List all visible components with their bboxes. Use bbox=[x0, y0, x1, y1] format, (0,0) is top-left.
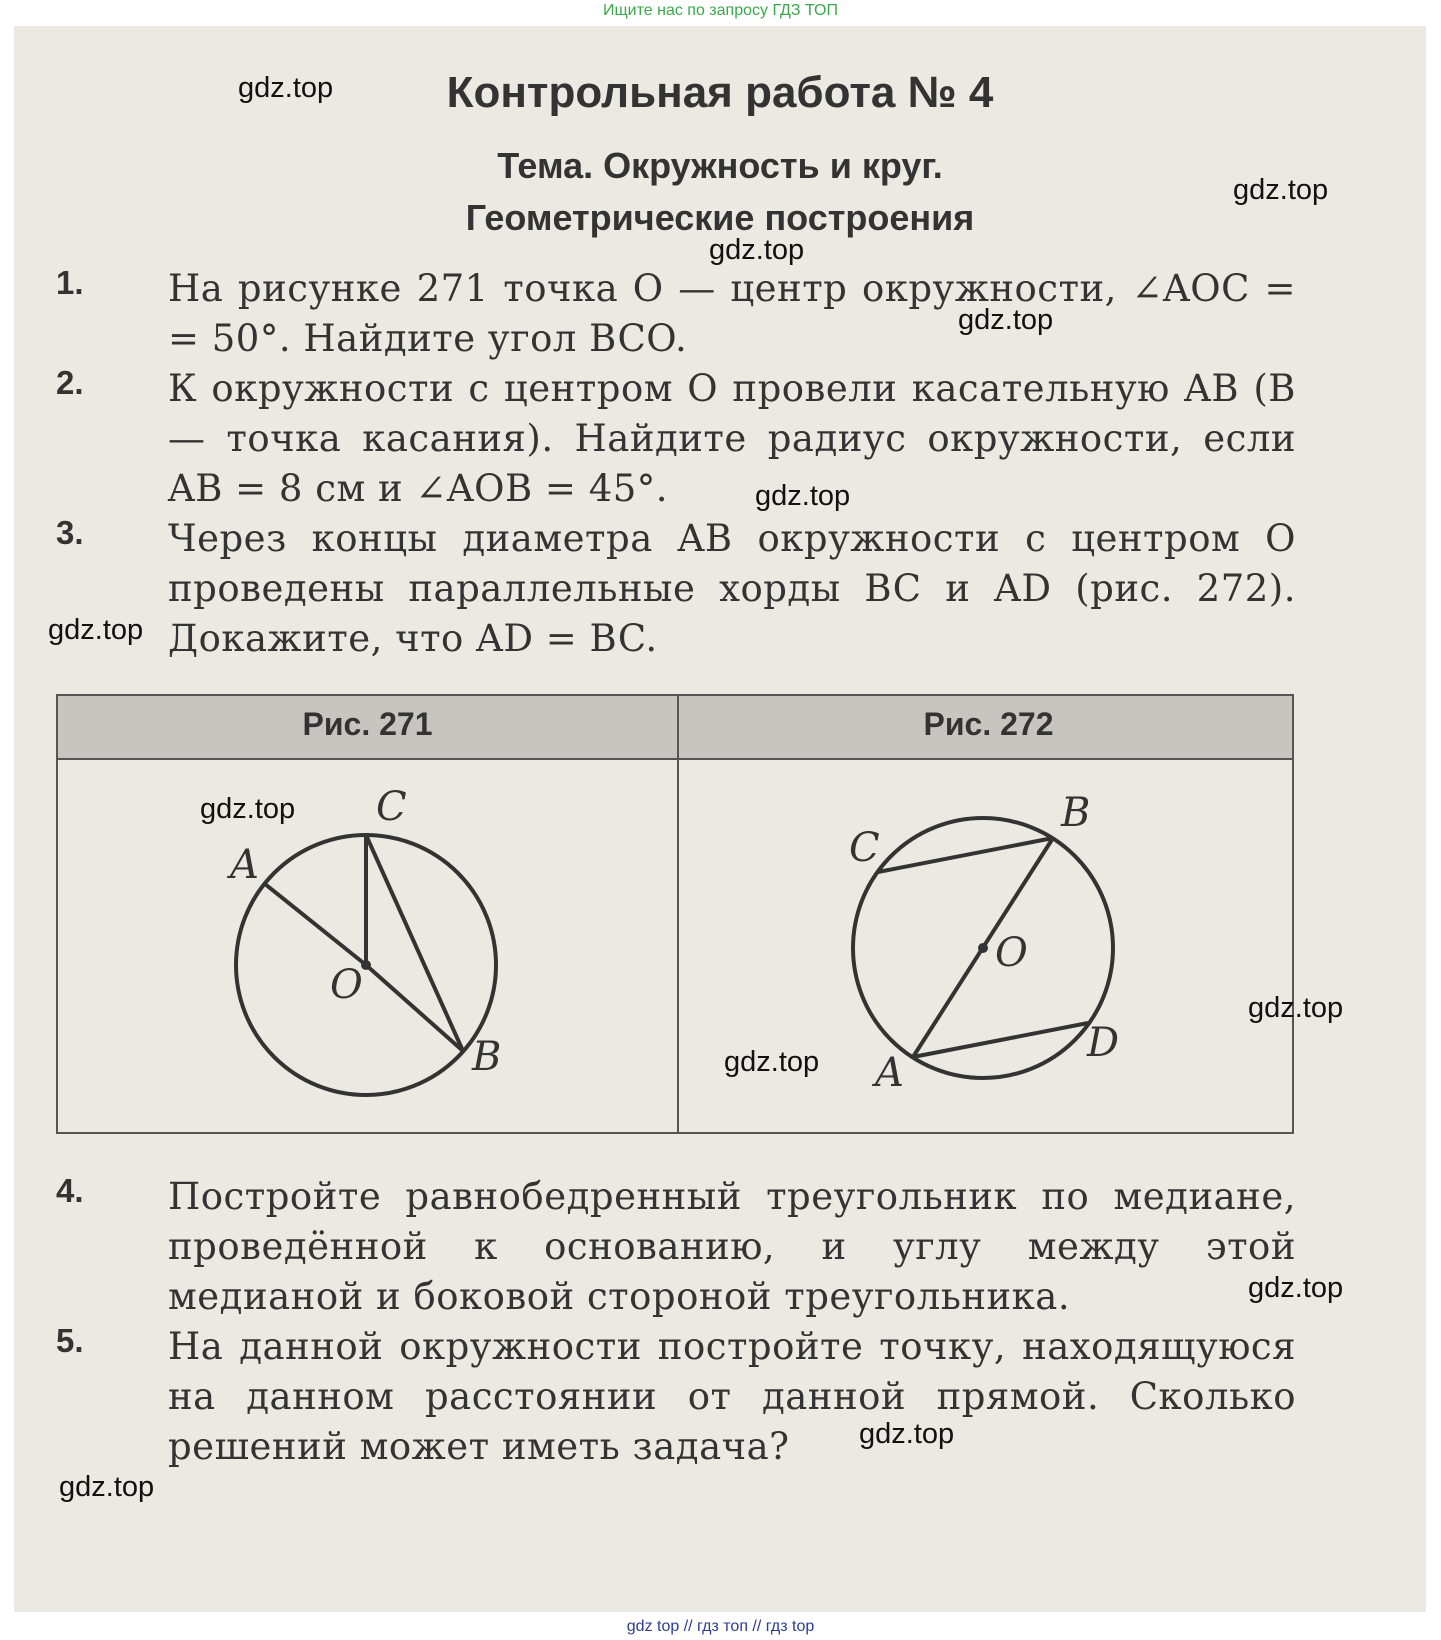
label-D: D bbox=[1087, 1020, 1120, 1066]
task-5 bbox=[56, 1322, 1356, 1472]
task-number: 1. bbox=[56, 264, 84, 301]
task-number: 2. bbox=[56, 364, 84, 401]
label-C: C bbox=[849, 825, 880, 871]
watermark: gdz.top bbox=[755, 480, 851, 512]
watermark: gdz.top bbox=[1248, 1272, 1344, 1304]
watermark: gdz.top bbox=[1248, 992, 1344, 1024]
segment-CB bbox=[366, 835, 463, 1051]
label-B: B bbox=[472, 1034, 502, 1080]
watermark: gdz.top bbox=[200, 793, 296, 825]
label-O: O bbox=[330, 962, 363, 1008]
watermark: gdz.top bbox=[59, 1471, 155, 1503]
task-3 bbox=[56, 514, 1356, 664]
subtitle-line-1: Тема. Окружность и круг. bbox=[497, 145, 943, 186]
task-text: Через концы диаметра AB окружности с центром O проведены параллельные хорды BC и AD (рис. 272). Докажите, что AD = BC. bbox=[168, 517, 1296, 660]
task-4 bbox=[56, 1172, 1356, 1322]
task-text: Постройте равнобедренный треугольник по медиане, проведённой к основанию, и углу между этой медианой и боковой стороной треугольника. bbox=[168, 1175, 1296, 1318]
task-text: На данной окружности постройте точку, находящуюся на данном расстоянии от данной прямой. Сколько решений может иметь задача? bbox=[168, 1325, 1296, 1468]
task-number: 4. bbox=[56, 1172, 84, 1209]
task-number: 5. bbox=[56, 1322, 84, 1359]
point-O bbox=[978, 943, 988, 953]
figures-table bbox=[56, 694, 1294, 1134]
subtitle-line-2: Геометрические построения bbox=[465, 197, 975, 238]
task-1 bbox=[56, 264, 1356, 364]
page-title: Контрольная работа № 4 bbox=[446, 68, 994, 117]
segment-OB bbox=[366, 965, 463, 1051]
label-A: A bbox=[875, 1050, 904, 1096]
watermark: gdz.top bbox=[1233, 174, 1329, 206]
label-C: C bbox=[376, 784, 407, 830]
watermark: gdz.top bbox=[48, 614, 144, 646]
bottom-banner[interactable]: gdz top // гдз топ // гдз top bbox=[626, 1618, 815, 1635]
label-B: B bbox=[1061, 790, 1091, 836]
label-O: O bbox=[995, 930, 1028, 976]
task-number: 3. bbox=[56, 514, 84, 551]
worksheet-page bbox=[14, 26, 1426, 1612]
figure-271 bbox=[58, 758, 675, 1132]
top-banner[interactable]: Ищите нас по запросу ГДЗ ТОП bbox=[603, 2, 838, 19]
figure-272-caption: Рис. 272 bbox=[923, 706, 1054, 742]
watermark: gdz.top bbox=[709, 234, 805, 266]
watermark: gdz.top bbox=[958, 304, 1054, 336]
page-subtitle bbox=[14, 140, 1426, 244]
watermark: gdz.top bbox=[238, 72, 334, 104]
segment-AO bbox=[265, 884, 366, 965]
watermark: gdz.top bbox=[859, 1418, 955, 1450]
task-text: На рисунке 271 точка O — центр окружности, ∠AOC = = 50°. Найдите угол BCO. bbox=[168, 267, 1296, 360]
figure-271-caption: Рис. 271 bbox=[302, 706, 433, 742]
label-A: A bbox=[230, 842, 259, 888]
task-text: К окружности с центром O провели касательную AB (B — точка касания). Найдите радиус окружности, если AB = 8 см и ∠AOB = 45°. bbox=[168, 367, 1296, 510]
watermark: gdz.top bbox=[724, 1046, 820, 1078]
task-2 bbox=[56, 364, 1356, 514]
